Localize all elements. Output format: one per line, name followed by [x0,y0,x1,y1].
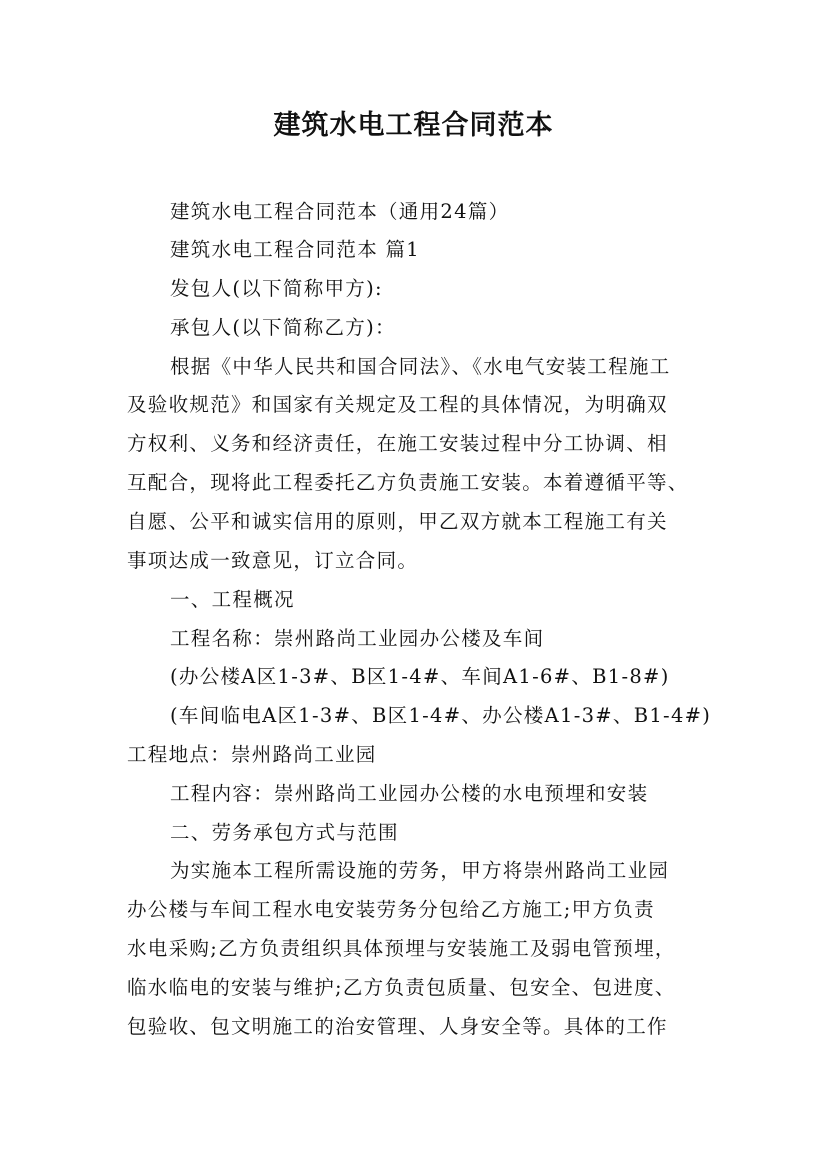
project-name-line: 工程名称：崇州路尚工业园办公楼及车间 [170,627,545,650]
project-scope-line: (办公楼A区1-3#、B区1-4#、车间A1-6#、B1-8#) [170,665,670,688]
paragraph-line: 为实施本工程所需设施的劳务，甲方将崇州路尚工业园 [170,859,670,882]
paragraph-line: 临水临电的安装与维护;乙方负责包质量、包安全、包进度、 [127,976,676,999]
paragraph-line: 及验收规范》和国家有关规定及工程的具体情况，为明确双 [127,393,668,416]
project-content-line: 工程内容：崇州路尚工业园办公楼的水电预埋和安装 [170,782,649,805]
party-a-line: 发包人(以下简称甲方): [170,277,383,300]
section-heading: 建筑水电工程合同范本 篇1 [170,238,421,261]
paragraph-line: 方权利、义务和经济责任，在施工安装过程中分工协调、相 [127,432,668,455]
subtitle-line: 建筑水电工程合同范本（通用24篇） [170,200,510,223]
party-b-line: 承包人(以下简称乙方)： [170,316,396,339]
paragraph-line: 事项达成一致意见，订立合同。 [127,549,419,572]
paragraph-line: 水电采购;乙方负责组织具体预埋与安装施工及弱电管预埋， [127,937,676,960]
project-location-line: 工程地点：崇州路尚工业园 [127,743,377,766]
section-heading: 一、工程概况 [170,588,295,611]
project-scope-line: (车间临电A区1-3#、B区1-4#、办公楼A1-3#、B1-4#) [170,704,712,727]
paragraph-line: 自愿、公平和诚实信用的原则，甲乙双方就本工程施工有关 [127,510,668,533]
paragraph-line: 互配合，现将此工程委托乙方负责施工安装。本着遵循平等、 [127,471,689,494]
document-title: 建筑水电工程合同范本 [273,110,554,141]
paragraph-line: 办公楼与车间工程水电安装劳务分包给乙方施工;甲方负责 [127,898,655,921]
paragraph-line: 根据《中华人民共和国合同法》、《水电气安装工程施工 [170,355,671,378]
section-heading: 二、劳务承包方式与范围 [170,821,399,844]
paragraph-line: 包验收、包文明施工的治安管理、人身安全等。具体的工作 [127,1015,668,1038]
